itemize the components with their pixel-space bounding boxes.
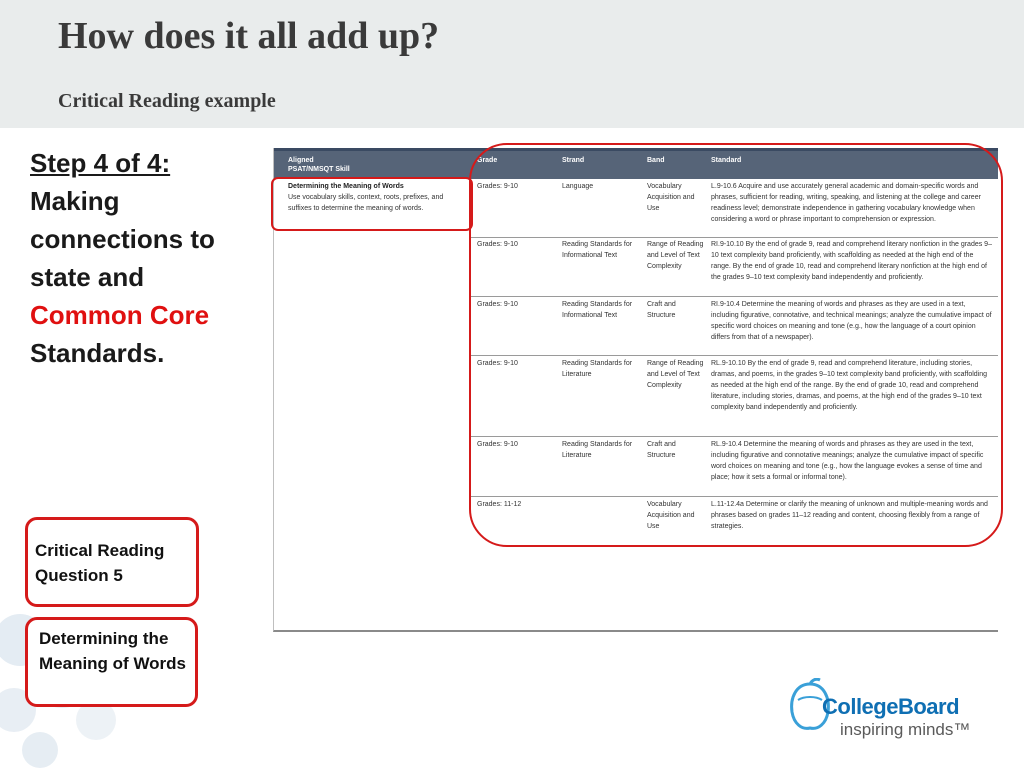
row-1-standard: L.9-10.6 Acquire and use accurately general academic and domain-specific words and phrases, sufficient for reading, writing, speaking, and listening at the college and career readiness level; demonstrate independence in gathering vocabulary knowledge when considering a word or phrase important to comprehension or expression. [711,183,981,223]
step-line-standards: Standards. [30,338,165,368]
row-2-strand: Reading Standards for Informational Text [562,241,633,259]
step-highlight-common-core: Common Core [30,300,210,330]
skill-callout-box [25,617,198,707]
slide-subtitle: Critical Reading example [58,90,276,112]
row-2-standard: RI.9-10.10 By the end of grade 9, read and comprehend literary nonfiction in the grades 9–10 text complexity band proficiently, with scaffolding as needed at the high end of the range. By the end of grade 10, read and comprehend literary nonfiction at the high end of the grades 9–10 text complexity band independently and proficiently. [711,241,992,281]
header-band: Band [647,157,665,164]
header-standard: Standard [711,157,742,164]
step-line-making: Making [30,186,120,216]
skill-callout-text: Determining the Meaning of Words [39,629,187,673]
row-4-grade: Grades: 9-10 [477,360,518,367]
row-4-band: Range of Reading and Level of Text Complexity [647,360,704,389]
step-label: Step 4 of 4: [30,148,171,178]
question-callout-text: Critical Reading Question 5 [35,541,165,585]
row-3-standard: RI.9-10.4 Determine the meaning of words and phrases as they are used in a text, including figurative, connotative, and technical meanings; analyze the cumulative impact of specific word choices on meaning and tone (e.g., how the language of a court opinion differs from that of a newspaper). [711,301,992,341]
row-1-band: Vocabulary Acquisition and Use [647,183,695,212]
header-skill [288,156,350,174]
row-6-grade: Grades: 11-12 [477,501,522,508]
row-6-band: Vocabulary Acquisition and Use [647,501,695,530]
row-5-strand: Reading Standards for Literature [562,441,633,459]
step-description [30,144,270,372]
row-5-standard: RL.9-10.4 Determine the meaning of words and phrases as they are used in the text, including figurative and connotative meanings; analyze the cumulative impact of specific word choices on meaning and tone (e.g., how the language evokes a sense of time and place; how it sets a formal or informal tone). [711,441,984,481]
step-line-connections: connections to [30,224,215,254]
skill-title: Determining the Meaning of Words [288,183,404,190]
header-skill-line2: PSAT/NMSQT Skill [288,166,350,173]
standards-highlight-outline [469,143,1003,547]
row-3-strand: Reading Standards for Informational Text [562,301,633,319]
slide-title: How does it all add up? [58,15,440,57]
row-6-standard: L.11-12.4a Determine or clarify the meaning of unknown and multiple-meaning words and phrases based on grades 11–12 reading and content, choosing flexibly from a range of strategies. [711,501,988,530]
skill-description: Use vocabulary skills, context, roots, prefixes, and suffixes to determine the meaning of words. [288,194,444,212]
row-3-grade: Grades: 9-10 [477,301,518,308]
row-1-strand: Language [562,183,594,190]
skill-highlight-outline [271,177,473,231]
header-skill-line1: Aligned [288,157,314,164]
row-2-grade: Grades: 9-10 [477,241,518,248]
row-5-grade: Grades: 9-10 [477,441,518,448]
header-strand: Strand [562,157,585,164]
row-1-grade: Grades: 9-10 [477,183,518,190]
slide-header [0,0,1024,128]
question-callout-box [25,517,199,607]
logo-wordmark: CollegeBoard [822,694,960,719]
header-grade: Grade [477,157,498,164]
step-line-state: state and [30,262,145,292]
collegeboard-logo [788,676,998,746]
row-4-strand: Reading Standards for Literature [562,360,633,378]
row-5-band: Craft and Structure [647,441,676,459]
row-4-standard: RL.9-10.10 By the end of grade 9, read and comprehend literature, including stories, dramas, and poems, in the grades 9–10 text complexity band proficiently, with scaffolding as needed at the high end of the range. By the end of grade 10, read and comprehend literature, including stories, dramas, and poems, at the high end of the grades 9–10 text complexity band independently and proficiently. [711,360,988,411]
row-3-band: Craft and Structure [647,301,676,319]
row-2-band: Range of Reading and Level of Text Complexity [647,241,704,270]
logo-tagline: inspiring minds™ [840,720,971,739]
